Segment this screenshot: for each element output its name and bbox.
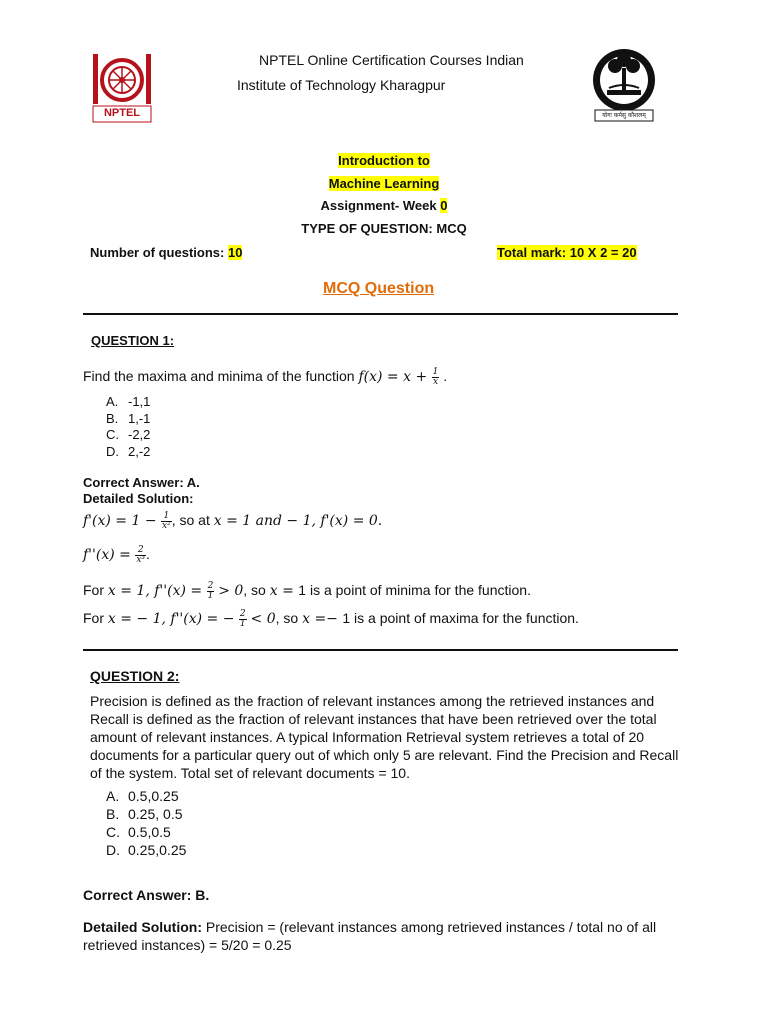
divider-2 [83,649,678,651]
q1-sol1-fraction [161,512,172,531]
q1-sol4-fraction [239,610,247,629]
q1-solution-line2 [83,546,150,565]
q1-option-c-text: -2,2 [128,427,151,442]
q1-option-b [106,411,150,428]
q2-option-c-text: 0.5,0.5 [128,824,171,840]
q1-sol3-math3: x = [269,583,299,600]
q1-solution-label: Detailed Solution: [83,491,194,506]
q2-option-a [106,787,186,805]
q1-correct-answer: Correct Answer: A. [83,475,200,490]
q2-stem: Precision is defined as the fraction of relevant instances among the retrieved instances and Recall is defined as the fraction of relevant instances that have been retrieved over the total amount of relevant instances. A typical Information Retrieval system retrieves a total of 20 documents for a particular query out of which only 5 are relevant. Find the Precision and Recall of the system. Total set of relevant documents = 10. [90,693,679,781]
q1-sol3-end: 1 is a point of minima for the function. [298,582,531,599]
q1-stem-text: Find the maxima and minima of the function [83,368,359,385]
q1-sol1-num: 1 [161,512,172,522]
q1-sol1-math-a: f'(x) = 1 − [83,513,162,530]
q2-option-c [106,823,186,841]
course-title-line2: Machine Learning [328,176,440,191]
q1-sol4-math: x = − 1, f''(x) = − [107,611,239,628]
section-title: MCQ Question [323,280,435,297]
q1-sol4-math3: x =− [302,611,343,628]
q1-stem-fraction [432,368,440,387]
q1-sol4-end: 1 is a point of maxima for the function. [342,610,579,627]
q1-sol3-text: , so [243,582,270,599]
q1-option-b-letter: B. [106,410,119,426]
header-line2: Institute of Technology Kharagpur [237,77,446,93]
q1-solution-line3 [83,582,531,601]
q1-sol4-den: 1 [239,619,246,629]
nptel-logo [90,52,154,124]
q1-solution-line1 [83,512,382,531]
q1-sol3-num: 2 [207,581,214,591]
q1-solution-line4 [83,610,579,629]
q2-solution-label: Detailed Solution: [83,919,202,935]
q2-option-d [106,841,186,859]
q1-sol4-text: , so [275,610,303,627]
q2-option-b-text: 0.25, 0.5 [128,806,183,822]
title-line2-row [0,176,768,191]
iit-logo-motto: योगः कर्मसु कौशलम् [602,112,646,119]
q1-option-c [106,427,150,444]
q1-sol1-den: x² [162,521,171,531]
q1-option-d-text: 2,-2 [128,443,151,459]
course-title-line1: Introduction to [338,153,430,168]
q1-sol2-num: 2 [135,546,146,556]
q1-sol2-den: x³ [136,555,146,565]
num-questions-value: 10 [227,245,243,260]
q1-sol3-math: x = 1, f''(x) = [107,583,207,600]
q1-frac-den: x [432,377,439,387]
q1-option-c-letter: C. [106,427,119,442]
q1-sol3-fraction [207,582,215,601]
q1-heading: QUESTION 1: [91,333,175,348]
q1-options [106,394,150,460]
num-questions-sep: : [220,245,225,260]
iit-kharagpur-logo [591,44,657,122]
q1-option-a-text: -1,1 [128,394,151,409]
q1-stem: Find the maxima and minima of the function f(x) = x + $\frac{1}{x}$ . [83,367,448,387]
num-questions-row [90,245,242,260]
q2-option-c-letter: C. [106,824,120,840]
q1-option-b-text: 1,-1 [128,410,151,426]
num-questions-label: Number of questions [90,245,221,260]
header-line1: NPTEL Online Certification Courses Indian [259,52,524,68]
title-line1-row [0,153,768,168]
assignment-week: 0 [440,198,448,213]
question-type: TYPE OF QUESTION: MCQ [301,221,467,236]
q2-options [106,787,186,859]
q1-sol2-fraction [135,546,146,565]
assignment-row [0,198,768,213]
q1-sol1-math-c: x = 1 and − 1, f'(x) = 0. [213,513,383,530]
q2-option-d-text: 0.25,0.25 [128,842,187,858]
q2-option-d-letter: D. [106,842,120,858]
q2-solution [83,918,683,954]
q2-option-a-text: 0.5,0.25 [128,788,179,804]
assignment-label: Assignment- Week [320,198,441,213]
q1-option-a [106,394,150,411]
q1-stem-math: f(x) = x + [358,369,432,386]
nptel-logo-text: NPTEL [103,107,141,119]
q1-option-d-letter: D. [106,443,119,459]
q1-sol4-prefix: For [83,610,108,627]
q1-sol3-math2: > 0 [218,583,244,600]
q2-option-a-letter: A. [106,788,120,804]
q1-sol3-den: 1 [207,591,214,601]
q1-sol2-end: . [146,546,150,563]
q2-option-b [106,805,186,823]
q2-option-b-letter: B. [106,806,120,822]
divider-1 [83,313,678,315]
total-mark-row [497,245,637,260]
q1-sol1-text: , so at [171,512,214,529]
q1-option-d [106,444,150,461]
q2-correct-answer: Correct Answer: B. [83,887,210,903]
q1-option-a-letter: A. [106,394,119,409]
q1-sol2-math: f''(x) = [83,547,136,564]
q1-sol4-math2: < 0 [250,611,276,628]
q1-sol4-num: 2 [239,609,246,619]
q1-sol3-prefix: For [83,582,108,599]
q2-heading: QUESTION 2: [90,668,180,684]
total-mark: Total mark: 10 X 2 = 20 [497,245,637,260]
q1-frac-num: 1 [432,367,439,377]
q2-solution-text: Precision = (relevant instances among retrieved instances / total no of all retrieved instances) = 5/20 = 0.25 [83,919,657,953]
